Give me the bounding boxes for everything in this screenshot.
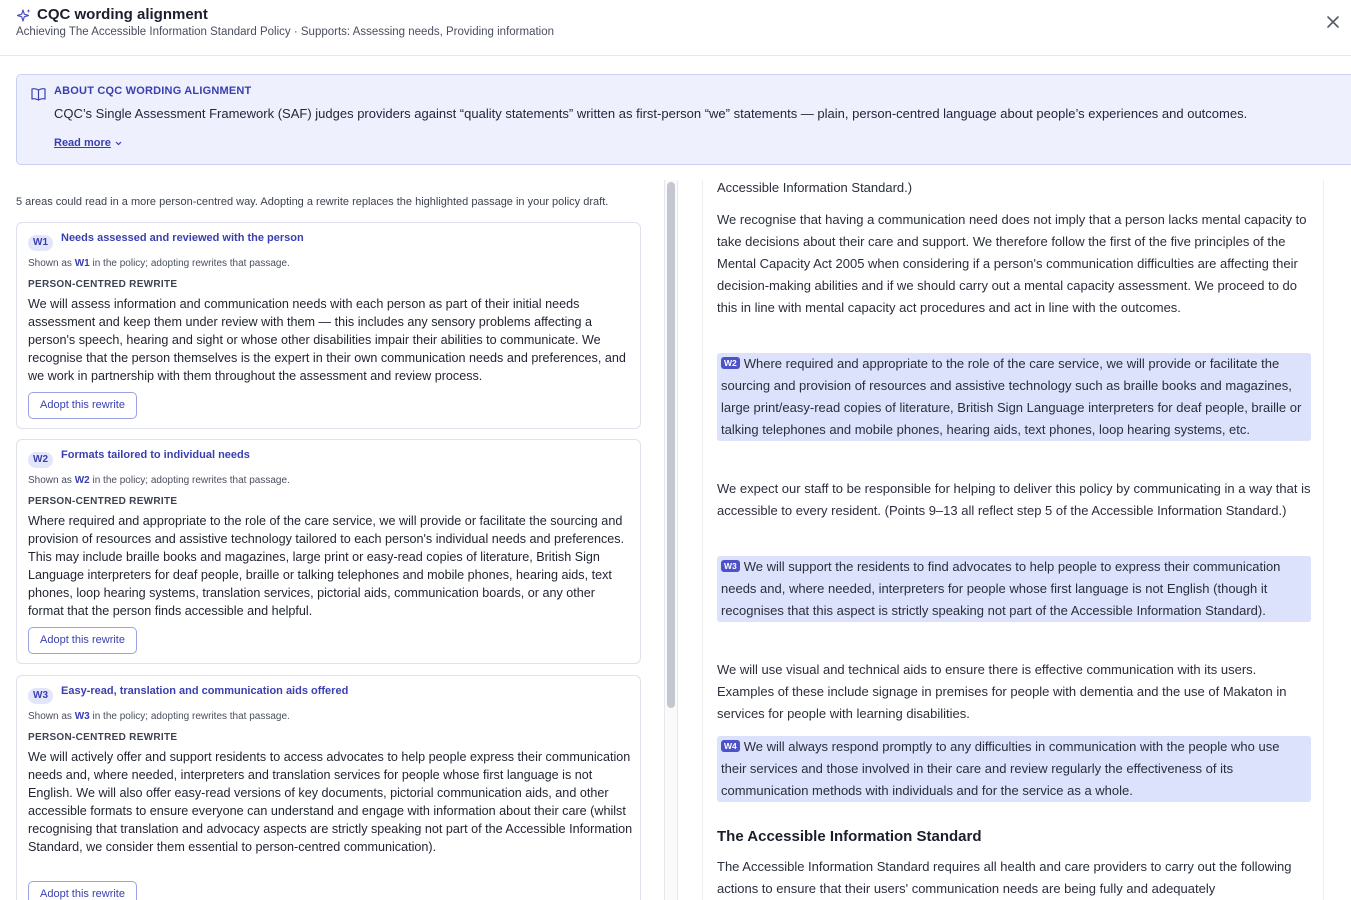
sparkle-icon xyxy=(16,8,32,24)
suggestion-title: Needs assessed and reviewed with the person xyxy=(61,232,304,244)
dialog-subtitle: Achieving The Accessible Information Standard Policy · Supports: Assessing needs, Providing information xyxy=(16,26,555,38)
document-paragraph: We will use visual and technical aids to ensure there is effective communication with its users. Examples of these include signage in premises for people with dementia and the use of Makaton in services for people with learning disabilities. xyxy=(717,662,1287,721)
document-section-heading: The Accessible Information Standard xyxy=(717,828,982,845)
suggestion-badge: W3 xyxy=(28,688,53,704)
highlighted-passage-w2[interactable]: W2 Where required and appropriate to the role of the care service, we will provide or facilitate the sourcing and provision of resources and assistive technology such as braille books and magazines, large print/easy-read copies of literature, British Sign Language interpreters for deaf people, braille or talking telephones and mobile phones, hearing aids, text phones, loop hearing systems, etc. xyxy=(717,353,1311,441)
suggestion-card-w2 xyxy=(16,439,641,664)
passage-marker: W3 xyxy=(721,560,740,572)
dialog-title: CQC wording alignment xyxy=(37,6,208,23)
suggestion-badge: W1 xyxy=(28,235,53,251)
about-body: CQC’s Single Assessment Framework (SAF) judges providers against “quality statements” written as first-person “we” statements — plain, person-centred language about people’s experiences and outcomes. xyxy=(54,106,1248,121)
passage-marker: W4 xyxy=(721,740,740,752)
adopt-rewrite-button-w3[interactable]: Adopt this rewrite xyxy=(28,881,137,900)
document-paragraph: We recognise that having a communication need does not imply that a person lacks mental capacity to take decisions about their care and support. We therefore follow the first of the five principles of the Mental Capacity Act 2005 when considering if a person's communication difficulties are affecting their decision-making abilities and if we should carry out a mental capacity assessment. We proceed to do this in line with mental capacity act procedures and act in line with the outcomes. xyxy=(717,212,1307,315)
suggestions-list xyxy=(16,180,641,900)
suggestion-title: Formats tailored to individual needs xyxy=(61,449,250,461)
document-paragraph: We expect our staff to be responsible for helping to deliver this policy by communicating in a way that is accessible to every resident. (Points 9–13 all reflect step 5 of the Accessible Information Standard.) xyxy=(717,481,1311,518)
document-paragraph: The Accessible Information Standard requires all health and care providers to carry out the following actions to ensure that their users' communication needs are being fully and adequately xyxy=(717,859,1292,896)
highlighted-passage-w3[interactable]: W3 We will support the residents to find advocates to help people to express their communication needs and, where needed, interpreters for people whose first language is not English (though it recognises that this aspect is strictly speaking not part of the Accessible Information Standard). xyxy=(717,556,1311,622)
policy-document xyxy=(702,180,1324,900)
suggestion-title: Easy-read, translation and communication aids offered xyxy=(61,685,349,697)
rewrite-label: PERSON-CENTRED REWRITE xyxy=(28,732,178,743)
suggestions-intro: 5 areas could read in a more person-centred way. Adopting a rewrite replaces the highlighted passage in your policy draft. xyxy=(16,196,609,208)
adopt-rewrite-button-w2[interactable]: Adopt this rewrite xyxy=(28,627,137,654)
suggestion-card-w1 xyxy=(16,222,641,429)
book-icon xyxy=(31,87,46,101)
suggestion-location-note: Shown as W3 in the policy; adopting rewrites that passage. xyxy=(28,711,290,722)
rewrite-text: Where required and appropriate to the role of the care service, we will provide or facilitate the sourcing and provision of resources and assistive technology tailored to each person's individual needs and preferences. This may include braille books and magazines, large print or easy-read copies of literature, British Sign Language interpreters for deaf people, braille or talking telephones and mobile phones, hearing aids, text phones, loop hearing systems, translation services, pictorial aids, communication boards, or any other format that the person finds accessible and helpful. xyxy=(28,514,625,618)
rewrite-label: PERSON-CENTRED REWRITE xyxy=(28,496,178,507)
suggestion-badge: W2 xyxy=(28,452,53,468)
about-heading: ABOUT CQC WORDING ALIGNMENT xyxy=(54,85,252,97)
rewrite-label: PERSON-CENTRED REWRITE xyxy=(28,279,178,290)
dialog-header xyxy=(0,0,1351,56)
rewrite-text: We will assess information and communication needs with each person as part of their initial needs assessment and keep them under review with them — this includes any sensory problems affecting a person's speech, hearing and sight or whose other disabilities impair their abilities to communicate. We recognise that the person themselves is the expert in their own communication needs and preferences, and we work in partnership with them throughout the assessment and review process. xyxy=(28,297,626,383)
close-icon[interactable] xyxy=(1323,12,1343,32)
highlighted-passage-w4[interactable]: W4 We will always respond promptly to any difficulties in communication with the people who use their services and those involved in their care and review regularly the effectiveness of its communication methods with individuals and for the service as a whole. xyxy=(717,736,1311,802)
rewrite-text: We will actively offer and support residents to access advocates to help people express their communication needs and, where needed, interpreters and translation services for people whose first language is not English. We will also offer easy-read versions of key documents, pictorial communication aids, and other accessible formats to ensure everyone can understand and engage with information about their care (whilst recognising that translation and advocacy aspects are strictly speaking not part of the Accessible Information Standard, we consider them essential to person-centred communication). xyxy=(28,750,633,854)
suggestion-location-note: Shown as W1 in the policy; adopting rewrites that passage. xyxy=(28,258,290,269)
suggestion-location-note: Shown as W2 in the policy; adopting rewrites that passage. xyxy=(28,475,290,486)
passage-marker: W2 xyxy=(721,357,740,369)
list-scrollbar-thumb[interactable] xyxy=(667,182,675,708)
adopt-rewrite-button-w1[interactable]: Adopt this rewrite xyxy=(28,392,137,419)
about-panel xyxy=(16,74,1351,165)
suggestion-card-w3 xyxy=(16,675,641,900)
chevron-down-icon[interactable] xyxy=(114,139,123,148)
read-more-link[interactable]: Read more xyxy=(54,137,111,149)
document-paragraph: Accessible Information Standard.) xyxy=(717,180,913,195)
